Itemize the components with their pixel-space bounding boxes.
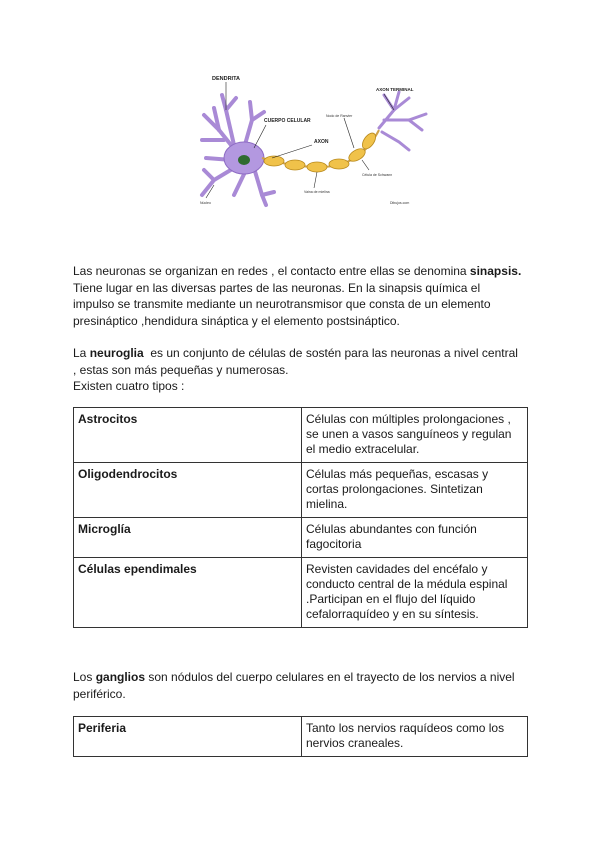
desc-line: Revisten cavidades del encéfalo y	[306, 562, 488, 576]
table-row	[74, 558, 528, 628]
label-celula-schwann: Célula de Schwann	[362, 173, 393, 177]
desc-line: cortas prolongaciones. Sintetizan	[306, 482, 483, 496]
desc-line: se unen a vasos sanguíneos y regulan	[306, 427, 512, 441]
label-credit: Dibujos.com	[390, 201, 410, 205]
ganglios-line2: periférico.	[73, 686, 126, 701]
row-term: Astrocitos	[74, 408, 302, 463]
table-row	[74, 518, 528, 558]
row-description	[302, 463, 528, 518]
table-row	[74, 717, 528, 757]
label-vaina-mielina: Vaina de mielina	[304, 190, 330, 194]
label-cuerpo-celular: CUERPO CELULAR	[264, 118, 311, 124]
label-axon-terminal: AXON TERMINAL	[376, 87, 414, 92]
desc-line: fagocitoria	[306, 537, 362, 551]
row-description	[302, 717, 528, 757]
myelin-sheath	[264, 131, 378, 172]
row-term: Microglía	[74, 518, 302, 558]
label-dendrita: DENDRITA	[212, 76, 241, 82]
neuroglia-paragraph	[73, 345, 518, 395]
label-nucleo: Núcleo	[200, 201, 211, 205]
ganglios-paragraph	[73, 669, 515, 702]
sinapsis-line4: presináptico ,hendidura sináptica y el elemento postsináptico.	[73, 313, 400, 328]
table-row	[74, 408, 528, 463]
desc-line: Células abundantes con función	[306, 522, 477, 536]
axon-terminal	[379, 92, 426, 150]
ganglios-post: son nódulos del cuerpo celulares en el trayecto de los nervios a nivel	[145, 670, 515, 684]
desc-line: Células con múltiples prolongaciones ,	[306, 412, 511, 426]
neuroglia-pre: La	[73, 346, 90, 360]
neuroglia-line3: Existen cuatro tipos :	[73, 379, 185, 393]
desc-line: conducto central de la médula espinal	[306, 577, 508, 591]
row-term: Células ependimales	[74, 558, 302, 628]
row-description	[302, 558, 528, 628]
desc-line: el medio extracelular.	[306, 442, 420, 456]
neuroglia-post: es un conjunto de células de sostén para las neuronas a nivel central	[143, 346, 518, 360]
table-row	[74, 463, 528, 518]
row-description	[302, 408, 528, 463]
neuroglia-term: neuroglia	[89, 346, 144, 360]
ganglios-term: ganglios	[95, 670, 146, 684]
glia-types-table	[73, 407, 528, 628]
desc-line: Tanto los nervios raquídeos como los	[306, 721, 505, 735]
desc-line: Células más pequeñas, escasas y	[306, 467, 489, 481]
neuron-diagram	[194, 70, 442, 212]
sinapsis-paragraph	[73, 263, 521, 329]
label-nodo-ranvier: Nodo de Ranvier	[326, 114, 353, 118]
desc-line: .Participan en el flujo del líquido	[306, 592, 476, 606]
ganglios-table	[73, 716, 528, 757]
row-description	[302, 518, 528, 558]
desc-line: cefalorraquídeo y en su síntesis.	[306, 607, 479, 621]
ganglios-pre: Los	[73, 670, 96, 684]
row-term: Oligodendrocitos	[74, 463, 302, 518]
row-term: Periferia	[74, 717, 302, 757]
sinapsis-line3: impulso se transmite mediante un neurotransmisor que consta de un elemento	[73, 297, 491, 311]
neuroglia-line2: , estas son más pequeñas y numerosas.	[73, 362, 289, 377]
sinapsis-line2: Tiene lugar en las diversas partes de las neuronas. En la sinapsis química el	[73, 280, 481, 295]
nucleus	[238, 155, 250, 165]
desc-line: nervios craneales.	[306, 736, 404, 750]
desc-line: mielina.	[306, 497, 348, 511]
label-axon: AXON	[314, 139, 329, 145]
sinapsis-term: sinapsis.	[469, 264, 522, 278]
sinapsis-line1: Las neuronas se organizan en redes , el contacto entre ellas se denomina	[73, 264, 470, 278]
